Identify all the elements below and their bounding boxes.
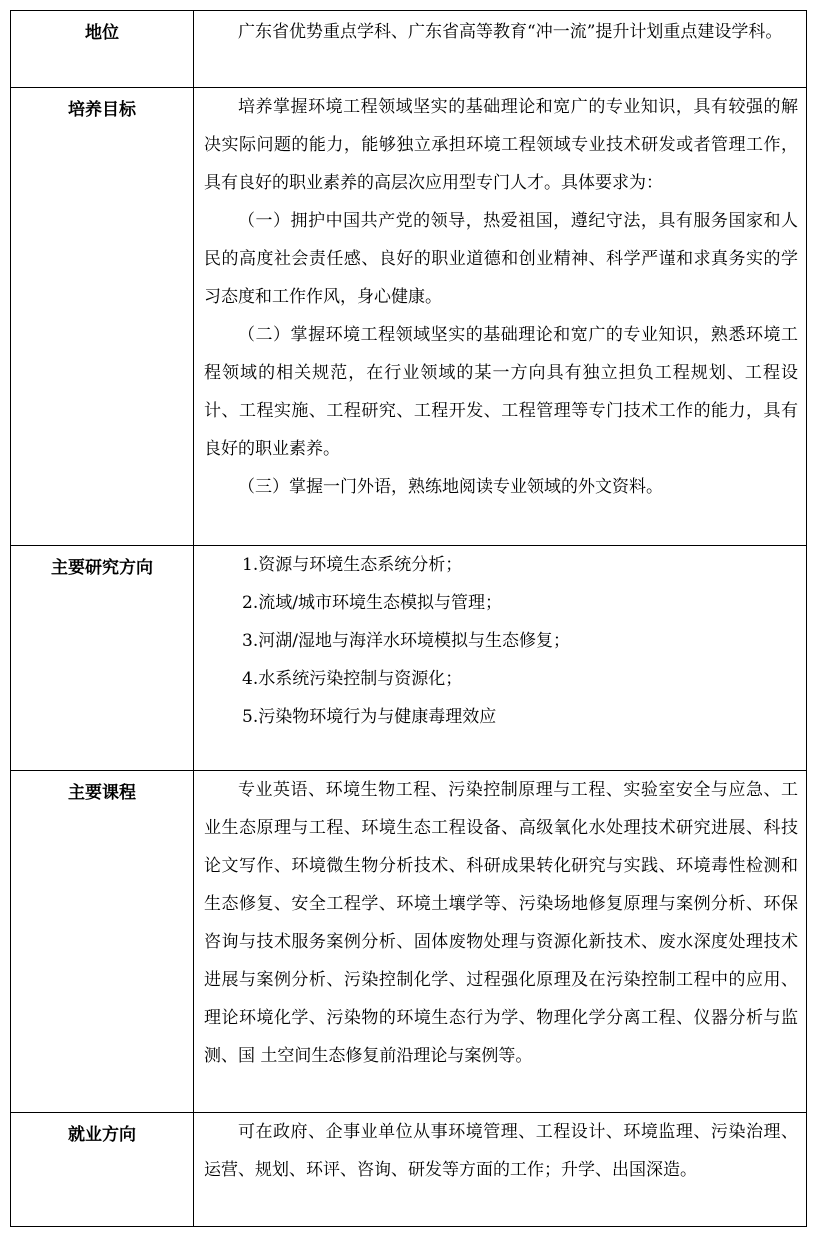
directions-cell: [194, 546, 807, 771]
position-text: 广东省优势重点学科、广东省高等教育“冲一流”提升计划重点建设学科。: [238, 22, 783, 42]
goals-intro: 培养掌握环境工程领域坚实的基础理论和宽广的专业知识，具有较强的解决实际问题的能力，能够独立承担环境工程领域专业技术研发或者管理工作，具有良好的职业素养的高层次应用型专门人才。具体要求为：: [204, 97, 798, 193]
program-info-table: [10, 10, 807, 1227]
goals-cell: [194, 88, 807, 546]
employment-cell: [194, 1113, 807, 1227]
goals-req-1: （一）拥护中国共产党的领导，热爱祖国，遵纪守法，具有服务国家和人民的高度社会责任感、良好的职业道德和创业精神、科学严谨和求真务实的学习态度和工作作风，身心健康。: [204, 211, 798, 307]
employment-text: 可在政府、企事业单位从事环境管理、工程设计、环境监理、污染治理、运营、规划、环评、咨询、研发等方面的工作；升学、出国深造。: [204, 1122, 798, 1180]
row-directions: [11, 546, 807, 771]
position-label: 地位: [11, 11, 194, 88]
direction-item: 5.污染物环境行为与健康毒理效应: [242, 707, 497, 727]
direction-item: 3.河湖/湿地与海洋水环境模拟与生态修复；: [242, 631, 570, 651]
courses-text: 专业英语、环境生物工程、污染控制原理与工程、实验室安全与应急、工业生态原理与工程、环境生态工程设备、高级氧化水处理技术研究进展、科技论文写作、环境微生物分析技术、科研成果转化研究与实践、环境毒性检测和生态修复、安全工程学、环境土壤学等、污染场地修复原理与案例分析、环保咨询与技术服务案例分析、固体废物处理与资源化新技术、废水深度处理技术进展与案例分析、污染控制化学、过程强化原理及在污染控制工程中的应用、理论环境化学、污染物的环境生态行为学、物理化学分离工程、仪器分析与监测、国 土空间生态修复前沿理论与案例等。: [204, 780, 798, 1066]
position-cell: [194, 11, 807, 88]
directions-label: 主要研究方向: [11, 546, 194, 771]
direction-item: 4.水系统污染控制与资源化；: [242, 669, 463, 689]
goals-label: 培养目标: [11, 88, 194, 546]
goals-req-3: （三）掌握一门外语，熟练地阅读专业领域的外文资料。: [238, 477, 663, 497]
direction-item: 1.资源与环境生态系统分析；: [242, 555, 463, 575]
employment-label: 就业方向: [11, 1113, 194, 1227]
row-employment: [11, 1113, 807, 1227]
row-goals: [11, 88, 807, 546]
row-position: [11, 11, 807, 88]
courses-cell: [194, 771, 807, 1113]
row-courses: [11, 771, 807, 1113]
direction-item: 2.流域/城市环境生态模拟与管理；: [242, 593, 502, 613]
courses-label: 主要课程: [11, 771, 194, 1113]
goals-req-2: （二）掌握环境工程领域坚实的基础理论和宽广的专业知识，熟悉环境工程领域的相关规范，在行业领域的某一方向具有独立担负工程规划、工程设计、工程实施、工程研究、工程开发、工程管理等专门技术工作的能力，具有良好的职业素养。: [204, 325, 798, 459]
